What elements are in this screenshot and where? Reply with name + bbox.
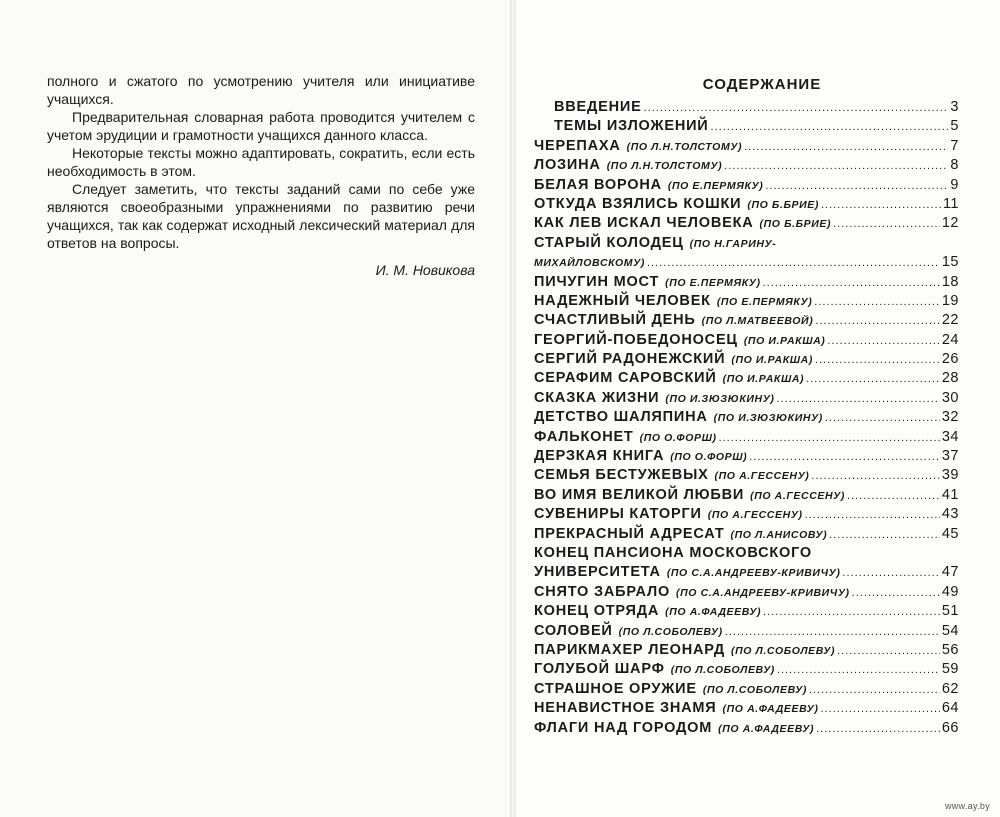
toc-title: СОДЕРЖАНИЕ [702,76,822,93]
toc-dot-leader [821,199,941,211]
toc-dot-leader [644,102,949,114]
toc-entry-title: СЕМЬЯ БЕСТУЖЕВЫХ [534,467,709,484]
toc-entry [534,661,959,680]
toc-entry-page: 62 [941,680,959,697]
toc-entry-author: (ПО О.ФОРШ) [639,431,717,444]
intro-paragraph-3: Некоторые тексты можно адаптировать, сократить, если есть необходимость в этом. [47,145,475,179]
toc-entry [534,177,959,196]
toc-dot-leader [806,373,940,385]
toc-entry-author: (ПО Л.СОБОЛЕВУ) [730,644,836,657]
toc-dot-leader [763,606,940,618]
toc-entry-title: ФАЛЬКОНЕТ [534,428,634,445]
toc-dot-leader [820,703,939,715]
toc-entry [534,700,959,719]
toc-entry-title: КАК ЛЕВ ИСКАЛ ЧЕЛОВЕКА [534,215,754,232]
toc-entry [534,564,959,583]
toc-entry-page: 37 [941,448,959,465]
toc-entry [534,138,959,157]
toc-entry-page: 9 [950,176,959,193]
toc-dot-leader [815,354,940,366]
toc-entry-title: ПАРИКМАХЕР ЛЕОНАРД [534,641,725,658]
toc-entry [534,467,959,486]
toc-entry [534,603,959,622]
toc-entry-page: 3 [950,99,959,115]
toc-dot-leader [725,626,940,638]
toc-entry [534,390,959,409]
toc-entry-title: ФЛАГИ НАД ГОРОДОМ [534,719,713,736]
toc-dot-leader [837,645,940,657]
toc-dot-leader [777,393,940,405]
toc-entry [534,584,959,603]
toc-entry-author: МИХАЙЛОВСКОМУ) [534,257,645,270]
toc-entry-page: 8 [950,157,959,174]
toc-entry [534,215,959,234]
toc-entry-author: (ПО О.ФОРШ) [670,451,748,464]
toc-entry-page: 66 [941,719,959,736]
toc-entry-page: 47 [941,564,959,581]
toc-entry-page: 51 [941,603,959,620]
toc-entry-page: 26 [941,351,959,368]
toc-dot-leader [825,412,940,424]
toc-entry-title: ГОЛУБОЙ ШАРФ [534,661,665,678]
toc-entry-page: 41 [941,486,959,503]
toc-entry-page: 24 [941,331,959,348]
toc-entry [534,293,959,312]
toc-entry [534,254,959,273]
toc-entry-author: (ПО А.ФАДЕЕВУ) [718,722,815,735]
toc-entry-title: НАДЕЖНЫЙ ЧЕЛОВЕК [534,292,711,309]
toc-entry-title: СТРАШНОЕ ОРУЖИЕ [534,680,697,697]
toc-dot-leader [763,277,940,289]
toc-entry [534,312,959,331]
toc-entry-page: 39 [941,467,959,484]
toc-entry-page: 19 [941,292,959,309]
toc-dot-leader [847,490,940,502]
toc-entry-page: 5 [950,118,959,135]
toc-entry-title: БЕЛАЯ ВОРОНА [534,176,662,193]
toc-dot-leader [852,587,940,599]
toc-entry-page: 12 [941,215,959,232]
toc-entry-title: СУВЕНИРЫ КАТОРГИ [534,506,702,523]
toc-entry-page: 15 [941,254,959,271]
toc-entry [534,157,959,176]
toc-entry-page: 49 [941,583,959,600]
toc-entry-title: ДЕТСТВО ШАЛЯПИНА [534,409,708,426]
toc-entry-title: НЕНАВИСТНОЕ ЗНАМЯ [534,700,717,717]
toc-entry-title: ПРЕКРАСНЫЙ АДРЕСАТ [534,525,725,542]
toc-dot-leader [765,180,948,192]
intro-paragraph-1: полного и сжатого по усмотрению учителя или инициативе учащихся. [47,73,475,107]
toc-dot-leader [811,470,939,482]
toc-entry-page: 54 [941,622,959,639]
toc-entry-author: (ПО Б.БРИЕ) [747,198,819,211]
toc-entry-page: 34 [941,428,959,445]
toc-entry-author: (ПО И.РАКША) [722,373,805,386]
toc-entry-author: (ПО Н.ГАРИНУ- [689,237,777,250]
toc-dot-leader [814,296,940,308]
toc-entry-title: ВВЕДЕНИЕ [554,99,642,115]
intro-paragraph-2: Предварительная словарная работа проводится учителем с учетом эрудиции и грамотности учащихся данного класса. [47,109,475,143]
toc-entry-author: (ПО А.ГЕССЕНУ) [707,509,803,522]
toc-entry-page: 11 [942,195,959,212]
toc-entry-page: 32 [941,409,959,426]
watermark: www.ay.by [944,801,990,811]
toc-entry-page: 22 [941,312,959,329]
toc-dot-leader [647,257,940,269]
toc-entry [534,429,959,448]
toc-entry-page: 59 [941,661,959,678]
toc-dot-leader [744,141,948,153]
toc-entry-title: СЧАСТЛИВЫЙ ДЕНЬ [534,312,696,329]
toc-entry-title: ГЕОРГИЙ-ПОБЕДОНОСЕЦ [534,331,738,348]
toc-entry-author: (ПО Е.ПЕРМЯКУ) [716,295,813,308]
toc-entry-page: 30 [941,389,959,406]
toc-entry-title: КОНЕЦ ПАНСИОНА МОСКОВСКОГО [534,544,812,561]
toc-entry-page: 64 [941,700,959,717]
toc-entry-author: (ПО И.РАКША) [743,334,826,347]
toc-entry-title: СЕРГИЙ РАДОНЕЖСКИЙ [534,351,726,368]
toc-entry-page: 7 [950,137,959,154]
toc-entry-page: 43 [941,506,959,523]
toc-dot-leader [829,529,940,541]
toc-dot-leader [711,121,949,133]
toc-entry [534,448,959,467]
toc-dot-leader [833,218,940,230]
toc-entry-author: (ПО Л.Н.ТОЛСТОМУ) [606,160,723,173]
toc-entry [534,623,959,642]
toc-entry [534,118,959,137]
toc-entry-author: (ПО Л.СОБОЛЕВУ) [618,625,723,638]
toc-entry-page: 18 [941,273,959,290]
toc-entry-title: КОНЕЦ ОТРЯДА [534,603,660,620]
toc-entry-title: ОТКУДА ВЗЯЛИСЬ КОШКИ [534,195,742,212]
toc-entry [534,545,959,564]
toc-entry-author: (ПО Л.СОБОЛЕВУ) [702,683,807,696]
table-of-contents [534,99,959,739]
toc-entry-title: ЧЕРЕПАХА [534,137,621,154]
toc-entry-title: ЛОЗИНА [534,157,601,174]
toc-entry-author: (ПО И.РАКША) [731,354,813,367]
toc-entry [534,274,959,293]
toc-entry-author: (ПО С.А.АНДРЕЕВУ-КРИВИЧУ) [666,567,841,580]
toc-entry-author: (ПО А.ГЕССЕНУ) [714,470,810,483]
toc-dot-leader [777,664,940,676]
toc-entry [534,99,959,118]
toc-dot-leader [815,315,940,327]
toc-entry-author: (ПО Л.АНИСОВУ) [730,528,828,541]
toc-entry-author: (ПО И.ЗЮЗЮКИНУ) [713,412,823,425]
toc-entry-author: (ПО С.А.АНДРЕЕВУ-КРИВИЧУ) [676,586,850,599]
toc-entry-author: (ПО Л.СОБОЛЕВУ) [670,664,775,677]
toc-entry [534,235,959,254]
intro-text [47,72,475,252]
toc-dot-leader [724,160,948,172]
toc-entry [534,487,959,506]
toc-entry [534,681,959,700]
toc-entry [534,720,959,739]
toc-entry-title: ВО ИМЯ ВЕЛИКОЙ ЛЮБВИ [534,486,745,503]
toc-entry-title: СОЛОВЕЙ [534,622,613,639]
toc-entry [534,642,959,661]
toc-entry-title: СЕРАФИМ САРОВСКИЙ [534,370,717,387]
toc-entry-author: (ПО Е.ПЕРМЯКУ) [665,276,761,289]
toc-entry-author: (ПО Б.БРИЕ) [759,218,832,231]
toc-dot-leader [842,567,939,579]
toc-dot-leader [816,723,940,735]
toc-entry-page: 45 [941,525,959,542]
toc-dot-leader [719,432,940,444]
toc-dot-leader [749,451,940,463]
toc-dot-leader [809,684,940,696]
toc-entry-title: УНИВЕРСИТЕТА [534,564,661,581]
toc-entry [534,351,959,370]
toc-entry-title: СНЯТО ЗАБРАЛО [534,583,671,600]
intro-paragraph-4: Следует заметить, что тексты заданий сами по себе уже являются своеобразными упражнениями по развитию речи учащихся, так как содержат исходный лексический материал для ответов на вопросы. [47,181,475,251]
toc-dot-leader [805,509,940,521]
toc-entry-title: СКАЗКА ЖИЗНИ [534,389,660,406]
toc-entry-title: ДЕРЗКАЯ КНИГА [534,448,665,465]
toc-entry-author: (ПО А.ФАДЕЕВУ) [722,703,819,716]
toc-entry-author: (ПО Л.Н.ТОЛСТОМУ) [626,140,743,153]
toc-entry-page: 56 [941,641,959,658]
toc-entry [534,409,959,428]
toc-entry [534,370,959,389]
toc-entry-author: (ПО И.ЗЮЗЮКИНУ) [665,392,775,405]
toc-entry-page: 28 [941,370,959,387]
toc-entry [534,506,959,525]
toc-entry-author: (ПО Л.МАТВЕЕВОЙ) [701,315,814,328]
toc-entry-title: ПИЧУГИН МОСТ [534,273,660,290]
toc-entry [534,526,959,545]
toc-dot-leader [827,335,939,347]
toc-entry-title: СТАРЫЙ КОЛОДЕЦ [534,234,684,251]
toc-entry-title: ТЕМЫ ИЗЛОЖЕНИЙ [554,118,709,135]
toc-entry [534,196,959,215]
toc-entry-author: (ПО Е.ПЕРМЯКУ) [667,179,764,192]
toc-entry [534,332,959,351]
author-signature: И. М. Новикова [375,262,475,278]
toc-entry-author: (ПО А.ФАДЕЕВУ) [665,606,762,619]
toc-entry-author: (ПО А.ГЕССЕНУ) [750,489,845,502]
